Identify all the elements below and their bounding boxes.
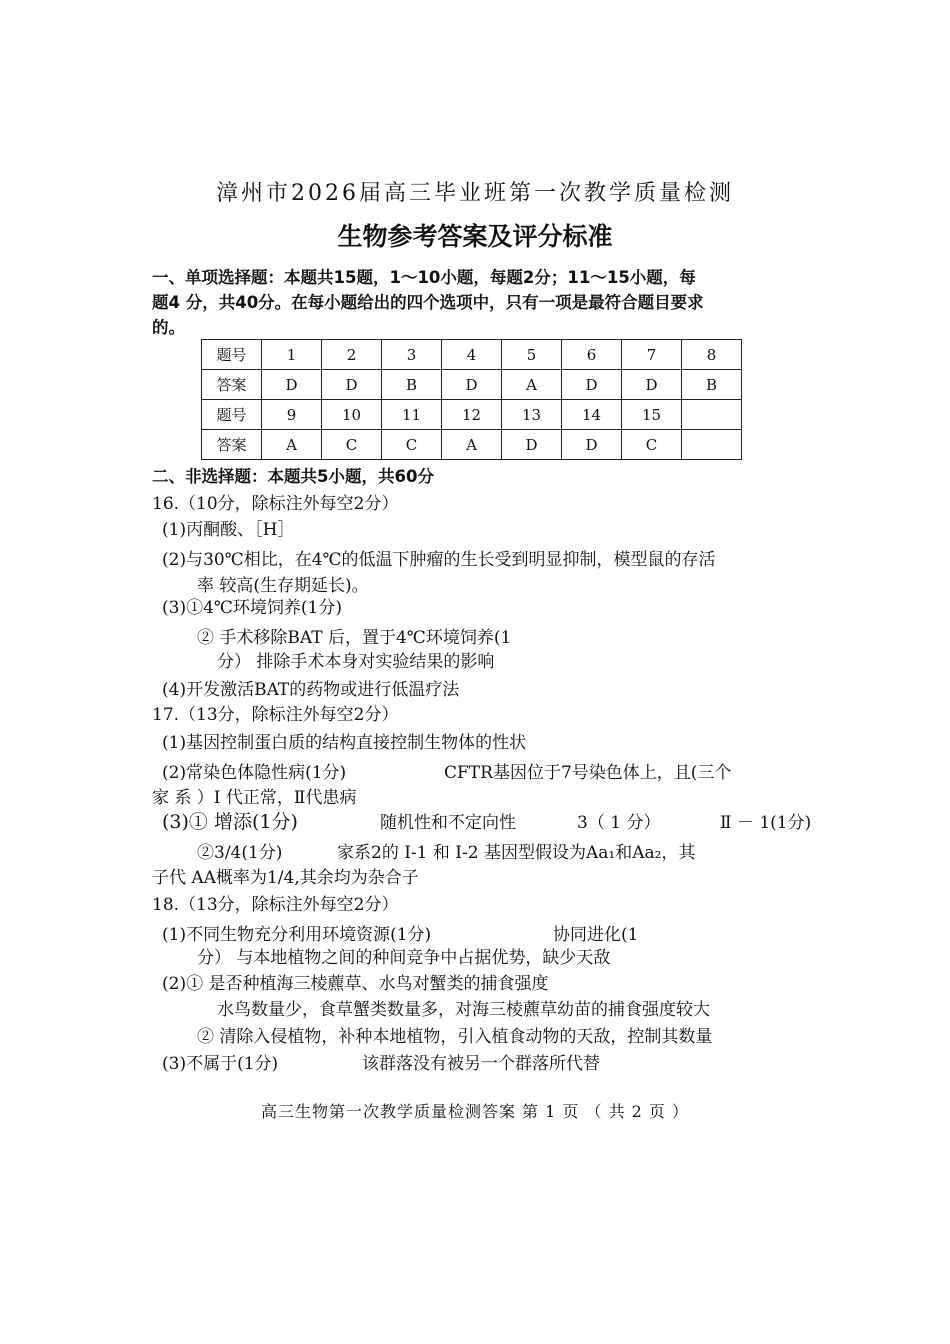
table-row	[202, 340, 742, 370]
table-cell: 答案	[202, 430, 262, 460]
q17-answer-1: (1)基因控制蛋白质的结构直接控制生物体的性状	[162, 733, 527, 753]
q17-answer-3-sub-b: 家系2的 I-1 和 I-2 基因型假设为Aa₁和Aa₂，其	[337, 843, 696, 863]
q16-answer-2: (2)与30℃相比，在4℃的低温下肿瘤的生长受到明显抑制，模型鼠的存活	[162, 550, 716, 570]
q17-heading: 17.（13分，除标注外每空2分）	[152, 705, 399, 725]
table-cell: 答案	[202, 370, 262, 400]
table-cell: D	[262, 370, 322, 400]
table-cell: A	[262, 430, 322, 460]
table-cell: C	[322, 430, 382, 460]
q17-answer-3d: Ⅱ － 1(1分)	[720, 813, 812, 833]
page-footer: 高三生物第一次教学质量检测答案 第 1 页 （ 共 2 页 ）	[260, 1102, 690, 1121]
section1-line3: 的。	[152, 318, 185, 337]
q18-answer-2-cont: 水鸟数量少，食草蟹类数量多，对海三棱藨草幼苗的捕食强度较大	[217, 1000, 710, 1020]
section2-heading: 二、非选择题：本题共5小题，共60分	[152, 467, 434, 486]
document-title: 漳州市2026届高三毕业班第一次教学质量检测	[216, 181, 734, 206]
table-cell: D	[562, 430, 622, 460]
table-cell: 9	[262, 400, 322, 430]
table-cell: B	[382, 370, 442, 400]
table-cell: 1	[262, 340, 322, 370]
table-cell: D	[442, 370, 502, 400]
section1-line2: 题4 分，共40分。在每小题给出的四个选项中，只有一项是最符合题目要求	[152, 293, 704, 312]
table-cell: 12	[442, 400, 502, 430]
q17-answer-3c: 3（ 1 分）	[577, 813, 661, 833]
q16-answer-2-cont: 率 较高(生存期延长)。	[197, 576, 369, 596]
q18-heading: 18.（13分，除标注外每空2分）	[152, 895, 399, 915]
table-cell: 6	[562, 340, 622, 370]
table-cell: C	[622, 430, 682, 460]
q17-answer-3a: (3)① 增添(1分)	[162, 811, 298, 833]
table-cell: B	[682, 370, 742, 400]
q17-answer-3b: 随机性和不定向性	[380, 813, 516, 833]
table-cell: D	[562, 370, 622, 400]
table-cell: A	[442, 430, 502, 460]
table-cell: 10	[322, 400, 382, 430]
q18-answer-2: (2)① 是否种植海三棱藨草、水鸟对蟹类的捕食强度	[162, 974, 549, 994]
document-subtitle: 生物参考答案及评分标准	[337, 222, 613, 251]
q18-answer-1-cont: 分） 与本地植物之间的种间竞争中占据优势，缺少天敌	[197, 948, 611, 968]
q18-answer-3b: 该群落没有被另一个群落所代替	[362, 1054, 600, 1074]
q17-answer-2-cont: 家 系 ）Ⅰ 代正常，Ⅱ代患病	[152, 788, 357, 808]
q16-answer-3-sub-cont: 分） 排除手术本身对实验结果的影响	[217, 652, 495, 672]
table-cell	[682, 400, 742, 430]
table-cell: 13	[502, 400, 562, 430]
table-cell: 7	[622, 340, 682, 370]
table-cell: 15	[622, 400, 682, 430]
answer-table	[201, 339, 742, 460]
q18-answer-3a: (3)不属于(1分)	[162, 1054, 279, 1074]
q17-answer-3-sub-a: ②3/4(1分)	[197, 843, 283, 863]
table-cell: A	[502, 370, 562, 400]
q17-answer-2b: CFTR基因位于7号染色体上，且(三个	[444, 763, 732, 783]
table-cell: D	[322, 370, 382, 400]
q18-answer-1a: (1)不同生物充分利用环境资源(1分)	[162, 925, 432, 945]
table-cell: 题号	[202, 400, 262, 430]
table-cell: 5	[502, 340, 562, 370]
q16-answer-3: (3)①4℃环境饲养(1分)	[162, 598, 342, 618]
table-cell: 2	[322, 340, 382, 370]
table-cell: D	[502, 430, 562, 460]
table-cell: 题号	[202, 340, 262, 370]
table-cell: 14	[562, 400, 622, 430]
q18-answer-1b: 协同进化(1	[553, 925, 639, 945]
q16-heading: 16.（10分，除标注外每空2分）	[152, 494, 399, 514]
table-cell: 8	[682, 340, 742, 370]
table-cell: 11	[382, 400, 442, 430]
q18-answer-2-sub: ② 清除入侵植物，补种本地植物，引入植食动物的天敌，控制其数量	[197, 1027, 713, 1047]
table-cell: D	[622, 370, 682, 400]
table-row	[202, 370, 742, 400]
q16-answer-1: (1)丙酮酸、［H］	[162, 520, 295, 540]
q16-answer-4: (4)开发激活BAT的药物或进行低温疗法	[162, 680, 460, 700]
q16-answer-3-sub: ② 手术移除BAT 后，置于4℃环境饲养(1	[197, 628, 512, 648]
table-cell: 3	[382, 340, 442, 370]
q17-answer-2a: (2)常染色体隐性病(1分)	[162, 763, 347, 783]
table-cell: C	[382, 430, 442, 460]
table-row	[202, 400, 742, 430]
table-cell: 4	[442, 340, 502, 370]
table-row	[202, 430, 742, 460]
section1-line1: 一、单项选择题：本题共15题，1～10小题，每题2分；11～15小题，每	[152, 268, 696, 287]
table-cell	[682, 430, 742, 460]
q17-answer-3-sub-cont: 子代 AA概率为1/4,其余均为杂合子	[152, 868, 419, 888]
